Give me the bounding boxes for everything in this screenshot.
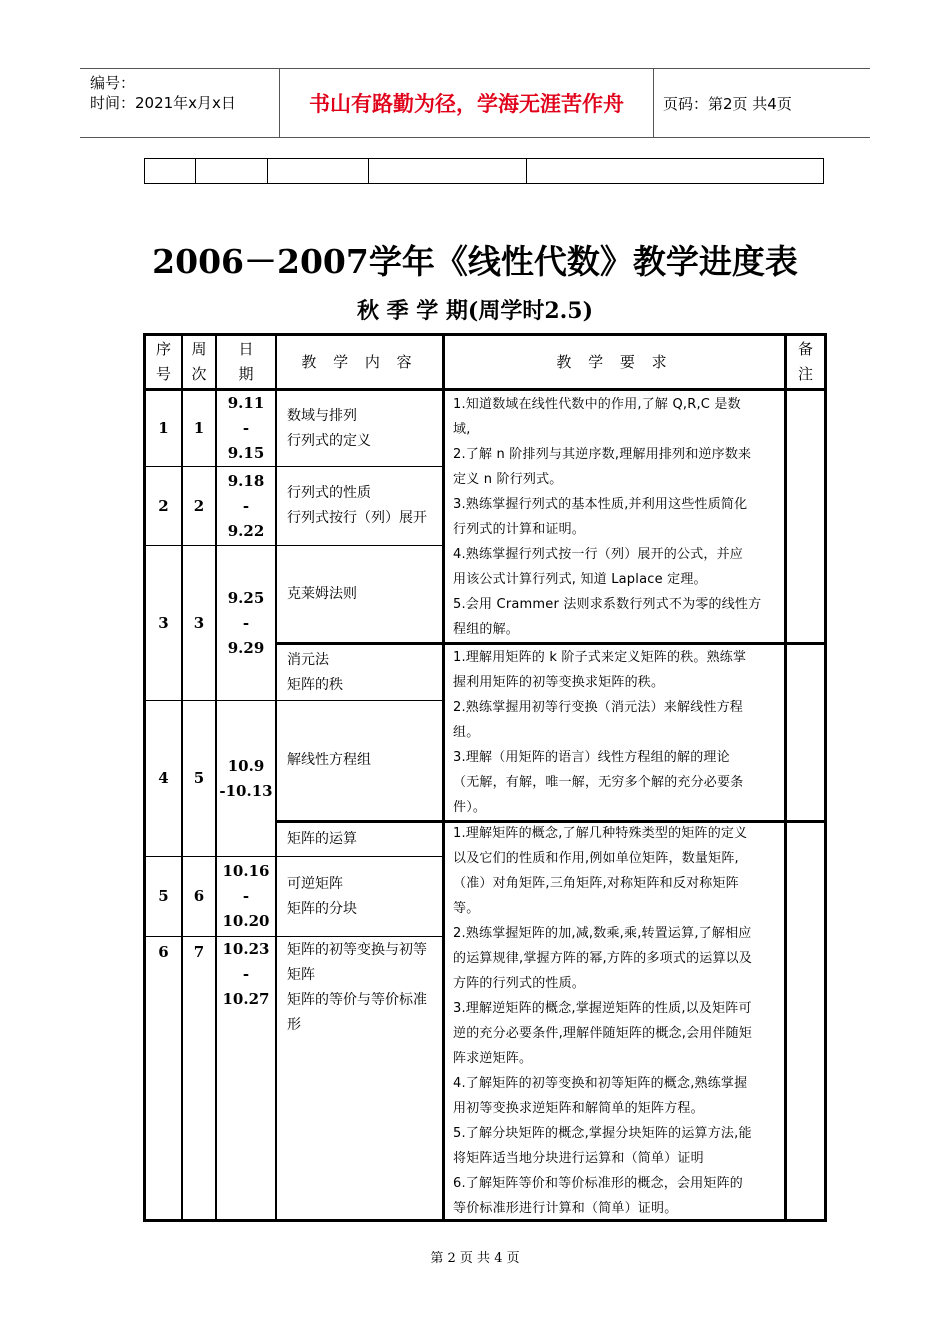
content-text: 矩阵的运算: [287, 831, 357, 847]
requirements-block-3: [445, 823, 784, 1219]
time-label: 时间：2021年x月x日: [90, 94, 236, 112]
number-label: 编号：: [90, 74, 136, 92]
blank-cell: [368, 159, 527, 183]
header-date-text: 期: [238, 365, 254, 383]
requirement-line: 3.理解（用矩阵的语言）线性方程组的解的理论: [453, 750, 730, 765]
content-text: 矩阵的等价与等价标准: [287, 992, 427, 1008]
blank-table-row: [144, 158, 824, 184]
date-text: 9.25: [227, 588, 265, 607]
requirement-line: 握利用矩阵的初等变换求矩阵的秩。: [453, 675, 665, 690]
date-text: 9.15: [227, 444, 265, 462]
requirement-line: 阵求逆矩阵。: [453, 1051, 533, 1066]
content-text: 克莱姆法则: [287, 585, 357, 602]
row-content: [277, 391, 442, 466]
header-week-text: 次: [191, 365, 207, 383]
row-content: [277, 546, 442, 642]
date-text: 10.16: [222, 862, 270, 880]
date-text: -: [242, 419, 250, 437]
header-seq: [146, 336, 181, 388]
requirement-line: 用该公式计算行列式, 知道 Laplace 定理。: [453, 571, 707, 587]
content-text: 行列式的定义: [287, 432, 371, 449]
row-seq: 6: [158, 942, 169, 961]
row-seq: 3: [158, 613, 169, 632]
header-date: [217, 336, 275, 388]
row-week: 7: [193, 942, 205, 961]
document-title: 2006－2007学年《线性代数》教学进度表: [152, 242, 798, 281]
content-text: 形: [287, 1017, 301, 1033]
row-date: [217, 467, 275, 545]
requirement-line: 的运算规律,掌握方阵的幂,方阵的多项式的运算以及: [453, 951, 753, 966]
blank-cell: [145, 159, 196, 183]
content-text: 可逆矩阵: [287, 875, 343, 892]
header-notes-text: 注: [797, 365, 813, 383]
requirement-line: （准）对角矩阵,三角矩阵,对称矩阵和反对称矩阵: [453, 876, 739, 891]
header-seq-text: 序: [155, 340, 171, 358]
header-content: 教 学 内 容: [301, 352, 418, 371]
requirement-line: 3.理解逆矩阵的概念,掌握逆矩阵的性质,以及矩阵可: [453, 1001, 752, 1016]
requirement-line: 2.熟练掌握用初等行变换（消元法）来解线性方程: [453, 700, 744, 715]
row-week: 5: [193, 769, 205, 787]
row-content: [277, 937, 442, 1039]
requirements-block-1: [445, 391, 784, 642]
requirements-block-2: [445, 645, 784, 820]
content-text: 矩阵的初等变换与初等: [287, 942, 427, 958]
row-seq: 5: [158, 887, 169, 905]
date-text: -: [242, 887, 250, 905]
row-seq: 4: [158, 769, 169, 787]
requirement-line: 等。: [453, 901, 480, 916]
requirement-line: 程组的解。: [453, 621, 520, 637]
row-content: [277, 823, 442, 856]
date-text: 9.22: [227, 521, 265, 540]
row-content: [277, 467, 442, 545]
date-text: 10.9: [227, 756, 265, 775]
requirement-line: 6.了解矩阵等价和等价标准形的概念，会用矩阵的: [453, 1176, 744, 1191]
requirement-line: 2.了解 n 阶排列与其逆序数,理解用排列和逆序数来: [453, 446, 752, 462]
row-date: [217, 937, 275, 1019]
date-text: 9.29: [227, 638, 265, 657]
row-content: [277, 857, 442, 936]
requirement-line: 用初等变换求逆矩阵和解简单的矩阵方程。: [453, 1101, 704, 1116]
schedule-table: [143, 333, 827, 1222]
requirement-line: 5.了解分块矩阵的概念,掌握分块矩阵的运算方法,能: [453, 1126, 752, 1141]
page-header: [80, 68, 870, 138]
header-week-text: 周: [191, 340, 207, 358]
date-text: -: [242, 613, 250, 632]
requirement-line: 将矩阵适当地分块进行运算和（简单）证明: [453, 1151, 704, 1166]
requirement-line: 4.了解矩阵的初等变换和初等矩阵的概念,熟练掌握: [453, 1076, 748, 1091]
date-text: 10.23: [222, 940, 270, 958]
requirement-line: 3.熟练掌握行列式的基本性质,并利用这些性质简化: [453, 496, 748, 512]
date-text: -: [242, 496, 250, 515]
requirement-line: 5.会用 Crammer 法则求系数行列式不为零的线性方: [453, 596, 762, 612]
date-text: 9.18: [227, 471, 265, 490]
header-seq-text: 号: [155, 365, 171, 383]
row-week: 1: [193, 419, 205, 437]
content-text: 数域与排列: [287, 407, 357, 424]
content-text: 矩阵的秩: [287, 676, 343, 693]
requirement-line: 2.熟练掌握矩阵的加,减,数乘,乘,转置运算,了解相应: [453, 926, 752, 941]
header-week: [183, 336, 215, 388]
date-text: 10.20: [222, 912, 270, 930]
requirement-line: 行列式的计算和证明。: [453, 521, 586, 537]
requirement-line: 逆的充分必要条件,理解伴随矩阵的概念,会用伴随矩: [453, 1026, 753, 1041]
header-page-label: 页码：第2页 共4页: [663, 94, 792, 113]
date-text: 9.11: [227, 394, 265, 412]
date-text: -10.13: [219, 781, 273, 800]
row-content: [277, 701, 442, 820]
header-notes: [787, 336, 824, 388]
requirement-line: 等价标准形进行计算和（简单）证明。: [453, 1201, 678, 1216]
grid-line: [784, 336, 787, 1219]
row-seq: 2: [158, 496, 169, 515]
content-text: 矩阵: [287, 967, 315, 983]
header-motto: 书山有路勤为径，学海无涯苦作舟: [280, 69, 654, 137]
row-week: 2: [193, 496, 205, 515]
requirement-line: 定义 n 阶行列式。: [453, 471, 563, 487]
header-notes-text: 备: [797, 340, 813, 358]
row-date: [217, 857, 275, 936]
row-week: 3: [193, 613, 205, 632]
requirement-line: 4.熟练掌握行列式按一行（列）展开的公式，并应: [453, 546, 744, 562]
header-meta: [80, 69, 280, 137]
content-text: 矩阵的分块: [287, 900, 357, 917]
header-requirements: 教 学 要 求: [556, 352, 673, 371]
row-content: [277, 645, 442, 700]
requirement-line: （无解，有解，唯一解，无穷多个解的充分必要条: [453, 775, 744, 790]
requirement-line: 域,: [453, 421, 471, 437]
requirement-line: 1.理解用矩阵的 k 阶子式来定义矩阵的秩。熟练掌: [453, 650, 747, 665]
content-text: 解线性方程组: [287, 752, 371, 768]
row-week: 6: [193, 887, 205, 905]
content-text: 行列式的性质: [287, 485, 371, 501]
requirement-line: 件）。: [453, 800, 487, 815]
row-date: [217, 391, 275, 466]
header-date-text: 日: [238, 340, 254, 358]
content-text: 消元法: [287, 651, 329, 668]
date-text: 10.27: [222, 990, 270, 1008]
date-text: -: [242, 965, 250, 983]
row-date: [217, 701, 275, 856]
requirement-line: 1.知道数域在线性代数中的作用,了解 Q,R,C 是数: [453, 396, 741, 412]
blank-cell: [195, 159, 268, 183]
content-text: 行列式按行（列）展开: [287, 510, 427, 526]
document-subtitle: 秋 季 学 期(周学时2.5): [356, 298, 594, 324]
page-footer: 第 2 页 共 4 页: [430, 1251, 520, 1266]
row-seq: 1: [158, 419, 169, 437]
blank-cell: [267, 159, 369, 183]
requirement-line: 方阵的行列式的性质。: [453, 976, 586, 991]
requirement-line: 组。: [453, 725, 480, 740]
requirement-line: 1.理解矩阵的概念,了解几种特殊类型的矩阵的定义: [453, 826, 748, 841]
requirement-line: 以及它们的性质和作用,例如单位矩阵，数量矩阵,: [453, 851, 739, 866]
row-date: [217, 546, 275, 700]
